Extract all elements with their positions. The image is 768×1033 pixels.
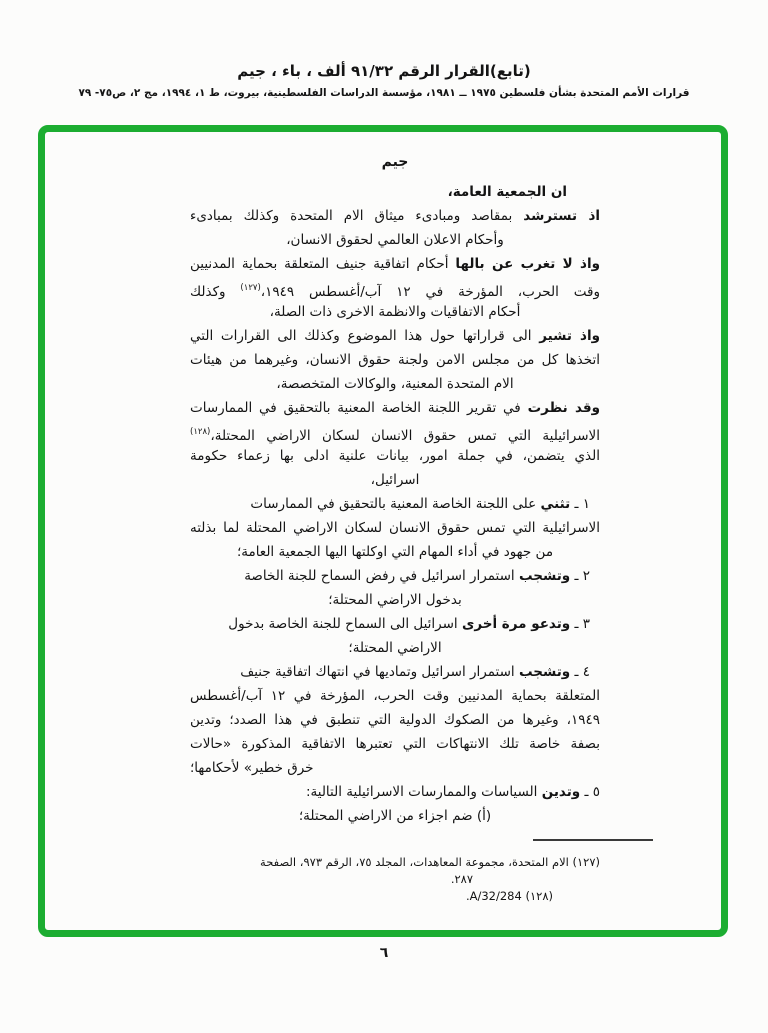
body-line: بصفة خاصة تلك الانتهاكات التي تعتبرها الاتفاقية المذكورة «حالات	[190, 736, 600, 752]
source-citation: قرارات الأمم المتحدة بشأن فلسطين ١٩٧٥ ــ ١٩٨١، مؤسسة الدراسات الفلسطينية، بيروت، ط ١، ١٩٩٤، مج ٢، ص٧٥- ٧٩	[78, 87, 690, 99]
footnote-line: (١٢٨) A/32/284.	[465, 889, 553, 903]
body-line: ٤ ـ وتشجب استمرار اسرائيل وتماديها في انتهاك اتفاقية جنيف	[240, 664, 590, 680]
page-number: ٦	[379, 945, 389, 961]
body-line: أحكام الاتفاقيات والانظمة الاخرى ذات الصلة،	[269, 304, 521, 320]
footnote-separator-rule	[533, 839, 653, 841]
body-line: وقد نظرت في تقرير اللجنة الخاصة المعنية بالتحقيق في الممارسات	[190, 400, 600, 416]
body-line: الاسرائيلية التي تمس حقوق الانسان لسكان الاراضي المحتلة،$^{(١٢٨)}$	[190, 427, 600, 444]
body-line: ٢ ـ وتشجب استمرار اسرائيل في رفض السماح للجنة الخاصة	[244, 568, 590, 584]
body-line: واذ لا تغرب عن بالها أحكام اتفاقية جنيف المتعلقة بحماية المدنيين	[190, 256, 600, 272]
body-line: اسرائيل،	[370, 472, 420, 488]
body-line: الاسرائيلية التي تمس حقوق الانسان لسكان الاراضي المحتلة لما بذلته	[190, 520, 600, 536]
body-line: ٥ ـ وتدين السياسات والممارسات الاسرائيلية التالية:	[305, 784, 600, 800]
body-line: الذي يتضمن، في جملة امور، بيانات علنية ادلى بها زعماء حكومة	[190, 448, 600, 464]
body-line: واذ تشير الى قراراتها حول هذا الموضوع وكذلك الى القرارات التي	[190, 328, 600, 344]
document-text-column	[45, 132, 721, 905]
body-line: ان الجمعية العامة،	[447, 184, 567, 200]
body-line: الاراضي المحتلة؛	[348, 640, 442, 656]
footnotes	[190, 854, 600, 905]
body-line: وقت الحرب، المؤرخة في ١٢ آب/أغسطس ١٩٤٩،$^{(١٢٧)}$ وكذلك	[190, 283, 600, 300]
footnote-reference: (١٢٨)	[190, 427, 211, 437]
body-line: المتعلقة بحماية المدنيين وقت الحرب، المؤرخة في ١٢ آب/أغسطس	[190, 688, 600, 704]
footnote-line: (١٢٧) الام المتحدة، مجموعة المعاهدات، المجلد ٧٥، الرقم ٩٧٣، الصفحة	[260, 855, 600, 869]
body-line: اتخذها كل من مجلس الامن ولجنة حقوق الانسان، وغيرهما من هيئات	[190, 352, 600, 368]
resolution-continuation-title: (تابع)القرار الرقم ٩١/٣٢ ألف ، باء ، جيم	[237, 62, 531, 80]
body-line: الام المتحدة المعنية، والوكالات المتخصصة،	[276, 376, 514, 392]
body-line: خرق خطير» لأحكامها؛	[190, 760, 314, 776]
section-heading: جيم	[381, 154, 409, 170]
resolution-body	[190, 180, 600, 828]
footnote-reference: (١٢٧)	[240, 283, 261, 293]
body-line: ١ ـ تثني على اللجنة الخاصة المعنية بالتحقيق في الممارسات	[250, 496, 590, 512]
body-line: من جهود في أداء المهام التي اوكلتها اليها الجمعية العامة؛	[236, 544, 554, 560]
body-line: اذ تسترشد بمقاصد ومبادىء ميثاق الام المتحدة وكذلك بمبادىء	[190, 208, 601, 224]
body-line: بدخول الاراضي المحتلة؛	[328, 592, 462, 608]
body-line: ٣ ـ وتدعو مرة أخرى اسرائيل الى السماح للجنة الخاصة بدخول	[228, 616, 590, 632]
citation-header	[0, 62, 768, 99]
footnote-line: ٢٨٧.	[450, 872, 473, 886]
green-annotation-frame	[38, 125, 728, 937]
body-line: وأحكام الاعلان العالمي لحقوق الانسان،	[286, 232, 504, 248]
body-line: ١٩٤٩، وغيرها من الصكوك الدولية التي تنطبق في هذا الصدد؛ وتدين	[190, 712, 600, 728]
body-line: (أ) ضم اجزاء من الاراضي المحتلة؛	[298, 808, 492, 824]
